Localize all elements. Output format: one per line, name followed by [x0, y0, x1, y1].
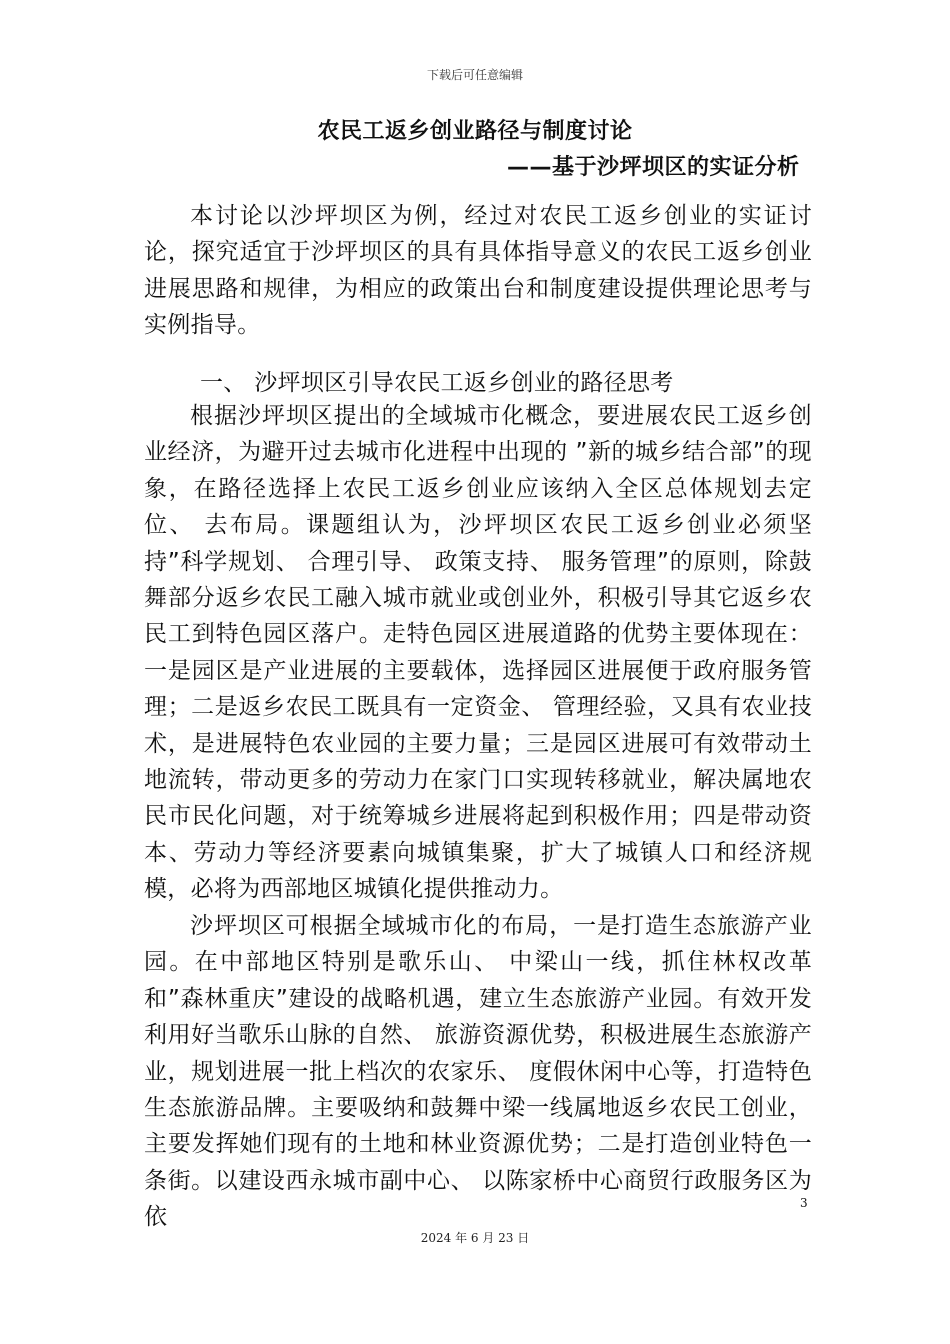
- document-title: 农民工返乡创业路径与制度讨论: [317, 119, 633, 144]
- body-paragraph-1: 根据沙坪坝区提出的全域城市化概念，要进展农民工返乡创业经济，为避开过去城市化进程中出现的 ”新的城乡结合部”的现象，在路径选择上农民工返乡创业应该纳入全区总体规划去定位、 去布局。课题组认为，沙坪坝区农民工返乡创业必须坚持”科学规划、 合理引导、 政策支持、 服务管理”的原则，除鼓舞部分返乡农民工融入城市就业或创业外，积极引导其它返乡农民工到特色园区落户。走特色园区进展道路的优势主要体现在：一是园区是产业进展的主要载体，选择园区进展便于政府服务管理；二是返乡农民工既具有一定资金、 管理经验，又具有农业技术，是进展特色农业园的主要力量；三是园区进展可有效带动土地流转，带动更多的劳动力在家门口实现转移就业，解决属地农民市民化问题，对于统筹城乡进展将起到积极作用；四是带动资本、劳动力等经济要素向城镇集聚，扩大了城镇人口和经济规模，必将为西部地区城镇化提供推动力。: [144, 403, 812, 903]
- abstract-paragraph: 本讨论以沙坪坝区为例，经过对农民工返乡创业的实证讨论，探究适宜于沙坪坝区的具有具体指导意义的农民工返乡创业进展思路和规律，为相应的政策出台和制度建设提供理论思考与实例指导。: [144, 203, 812, 339]
- page-number: 3: [800, 1196, 808, 1210]
- document-subtitle: ——基于沙坪坝区的实证分析: [507, 155, 800, 180]
- header-note: 下载后可任意编辑: [426, 68, 523, 82]
- footer-date: 2024 年 6 月 23 日: [420, 1231, 530, 1245]
- section-heading: 一、 沙坪坝区引导农民工返乡创业的路径思考: [200, 370, 674, 396]
- body-paragraph-2: 沙坪坝区可根据全域城市化的布局，一是打造生态旅游产业园。在中部地区特别是歌乐山、 中梁山一线，抓住林权改革和”森林重庆”建设的战略机遇，建立生态旅游产业园。有效开发利用好当歌乐山脉的自然、 旅游资源优势，积极进展生态旅游产业，规划进展一批上档次的农家乐、 度假休闲中心等，打造特色生态旅游品牌。主要吸纳和鼓舞中梁一线属地返乡农民工创业，主要发挥她们现有的土地和林业资源优势；二是打造创业特色一条街。以建设西永城市副中心、 以陈家桥中心商贸行政服务区为依: [144, 913, 812, 1231]
